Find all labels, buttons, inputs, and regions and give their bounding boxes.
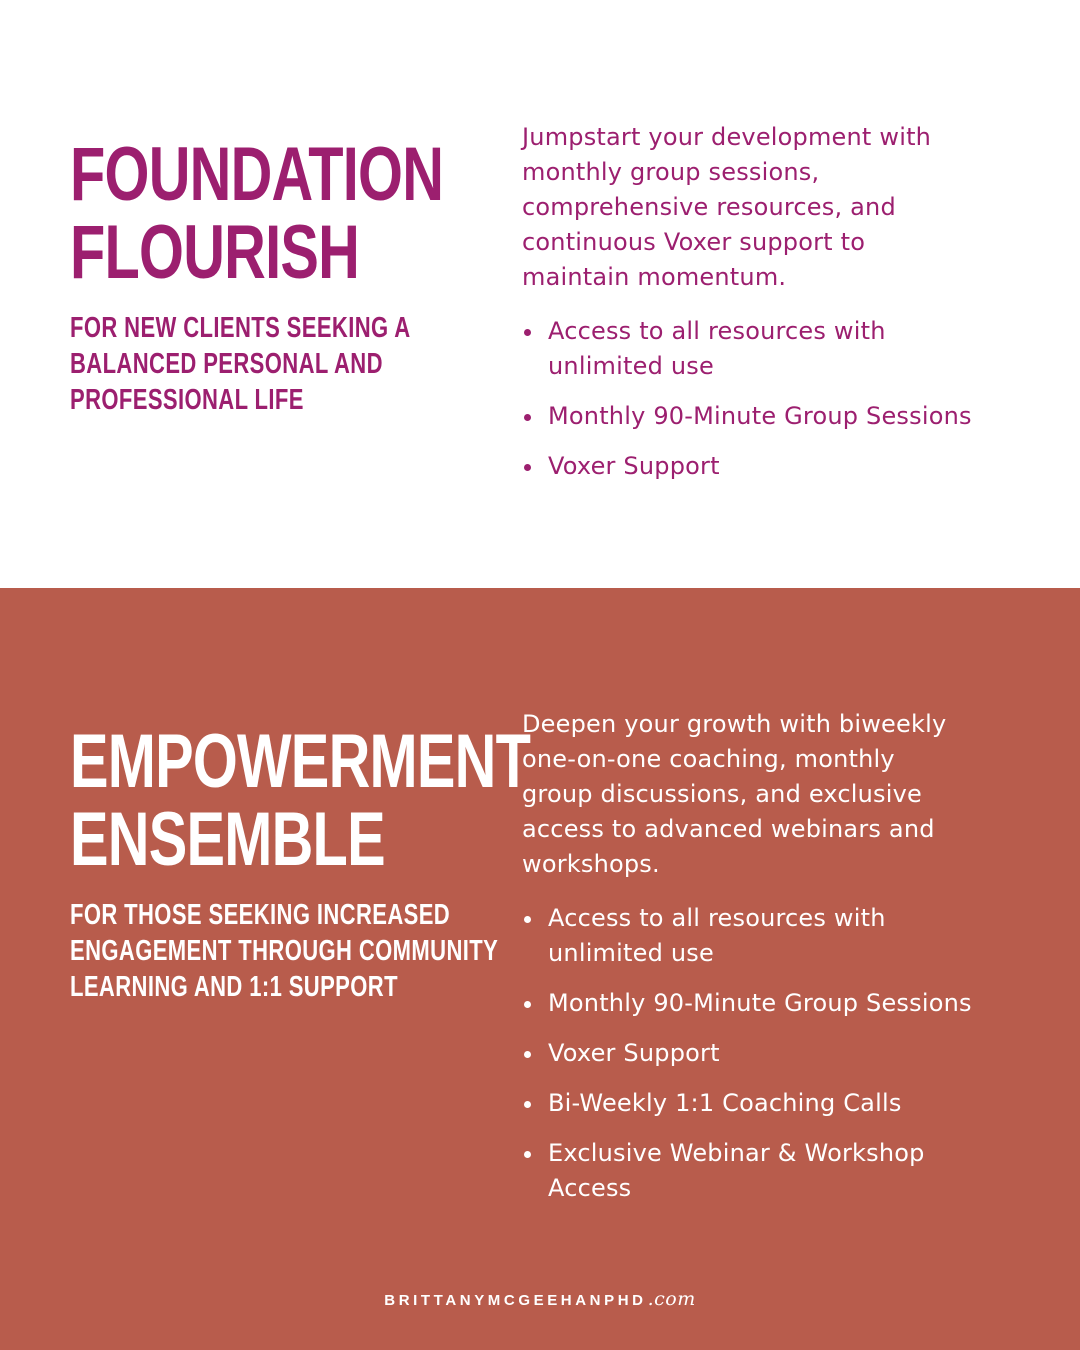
- tier-subtitle: [70, 310, 411, 418]
- bullet-icon: [524, 329, 531, 336]
- tier-subtitle-line: LEARNING AND 1:1 SUPPORT: [70, 971, 398, 1003]
- description-line: group discussions, and exclusive: [522, 780, 922, 808]
- feature-item: [522, 986, 1062, 1021]
- tier-title-line: EMPOWERMENT: [70, 719, 531, 804]
- tier-title-line: ENSEMBLE: [70, 797, 385, 882]
- feature-line: Access to all resources with: [548, 904, 886, 932]
- feature-item: [522, 1036, 1062, 1071]
- tier-subtitle-line: FOR THOSE SEEKING INCREASED: [70, 899, 451, 931]
- feature-item: [522, 449, 1062, 484]
- feature-text: [548, 314, 1062, 384]
- tier-title-line: FLOURISH: [70, 210, 360, 295]
- feature-text: [548, 449, 1062, 484]
- bullet-icon: [524, 1151, 531, 1158]
- feature-line: Voxer Support: [548, 1039, 720, 1067]
- description-line: monthly group sessions,: [522, 158, 820, 186]
- website-tld[interactable]: .com: [647, 1288, 696, 1310]
- feature-line: Access to all resources with: [548, 317, 886, 345]
- tier-subtitle-line: PROFESSIONAL LIFE: [70, 384, 304, 416]
- tier-description: [522, 120, 1012, 295]
- feature-item: [522, 314, 1062, 384]
- tier-empowerment-ensemble: [0, 588, 1080, 1350]
- feature-line: unlimited use: [548, 939, 714, 967]
- description-line: access to advanced webinars and: [522, 815, 935, 843]
- feature-item: [522, 901, 1062, 971]
- feature-line: Exclusive Webinar & Workshop: [548, 1139, 925, 1167]
- website-brand[interactable]: BRITTANYMCGEEHANPHD: [384, 1292, 647, 1309]
- tier-subtitle-line: BALANCED PERSONAL AND: [70, 348, 383, 380]
- tier-description: [522, 707, 1012, 882]
- feature-list: [522, 901, 1062, 1221]
- website-footer[interactable]: [0, 1288, 1080, 1310]
- feature-item: [522, 1086, 1062, 1121]
- tier-subtitle-line: ENGAGEMENT THROUGH COMMUNITY: [70, 935, 499, 967]
- feature-line: Voxer Support: [548, 452, 720, 480]
- bullet-icon: [524, 414, 531, 421]
- feature-line: Monthly 90-Minute Group Sessions: [548, 402, 972, 430]
- bullet-icon: [524, 916, 531, 923]
- feature-text: [548, 399, 1062, 434]
- tier-foundation-flourish: [0, 0, 1080, 588]
- bullet-icon: [524, 464, 531, 471]
- feature-line: Monthly 90-Minute Group Sessions: [548, 989, 972, 1017]
- tier-title: [70, 132, 444, 295]
- description-line: one-on-one coaching, monthly: [522, 745, 895, 773]
- feature-line: unlimited use: [548, 352, 714, 380]
- tier-title: [70, 719, 531, 882]
- feature-text: [548, 986, 1062, 1021]
- description-line: Deepen your growth with biweekly: [522, 710, 947, 738]
- tier-subtitle: [70, 897, 498, 1005]
- feature-line: Access: [548, 1174, 632, 1202]
- feature-item: [522, 1136, 1062, 1206]
- feature-list: [522, 314, 1062, 499]
- feature-text: [548, 1036, 1062, 1071]
- bullet-icon: [524, 1051, 531, 1058]
- description-line: workshops.: [522, 850, 660, 878]
- tier-title-line: FOUNDATION: [70, 132, 444, 217]
- description-line: continuous Voxer support to: [522, 228, 866, 256]
- feature-item: [522, 399, 1062, 434]
- feature-line: Bi-Weekly 1:1 Coaching Calls: [548, 1089, 902, 1117]
- description-line: maintain momentum.: [522, 263, 787, 291]
- bullet-icon: [524, 1001, 531, 1008]
- feature-text: [548, 901, 1062, 971]
- description-line: Jumpstart your development with: [522, 123, 932, 151]
- feature-text: [548, 1136, 1062, 1206]
- bullet-icon: [524, 1101, 531, 1108]
- description-line: comprehensive resources, and: [522, 193, 896, 221]
- feature-text: [548, 1086, 1062, 1121]
- tier-subtitle-line: FOR NEW CLIENTS SEEKING A: [70, 312, 411, 344]
